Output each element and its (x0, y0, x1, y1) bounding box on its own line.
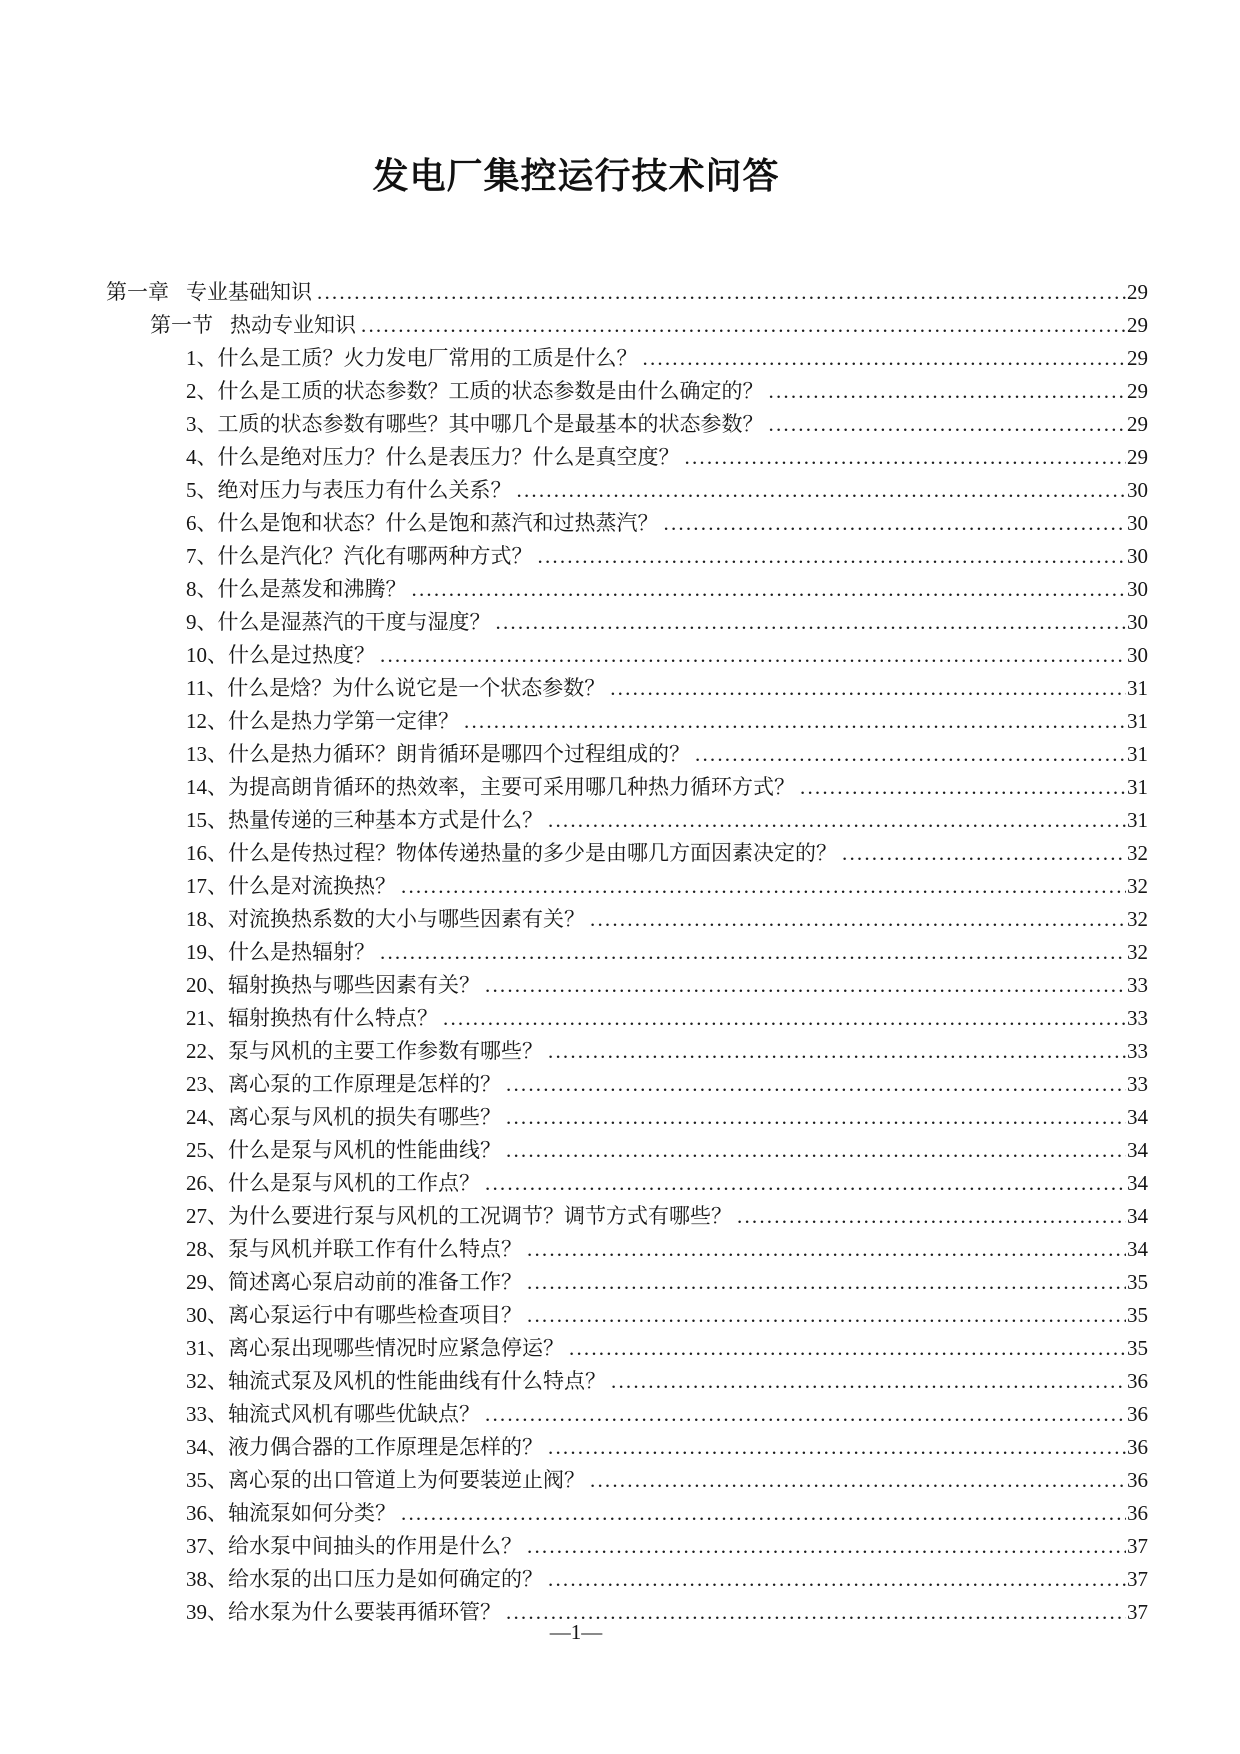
dot-leader (548, 1563, 1126, 1596)
dot-leader (527, 1266, 1126, 1299)
toc-entry-number: 28、 (186, 1237, 228, 1261)
dot-leader (506, 1134, 1126, 1167)
toc-entry-page: 35 (1127, 1303, 1148, 1327)
toc-entry-title: 给水泵的出口压力是如何确定的？ (228, 1567, 543, 1591)
dot-leader (496, 606, 1127, 639)
dot-leader (643, 342, 1127, 375)
dot-leader (664, 507, 1127, 540)
document-title: 发电厂集控运行技术问答 (372, 156, 780, 196)
toc-entry-number: 33、 (186, 1402, 228, 1426)
toc-entry[interactable] (106, 639, 1148, 672)
toc-entry[interactable] (106, 705, 1148, 738)
toc-entry[interactable] (106, 936, 1148, 969)
toc-entry[interactable] (106, 1464, 1148, 1497)
toc-entry[interactable] (106, 1431, 1148, 1464)
toc-entry[interactable] (106, 1167, 1148, 1200)
toc-entry[interactable] (106, 1365, 1148, 1398)
toc-entry-page: 36 (1127, 1501, 1148, 1525)
toc-entry-title: 给水泵中间抽头的作用是什么？ (228, 1534, 522, 1558)
toc-entry-title: 什么是对流换热？ (228, 874, 396, 898)
toc-entry-title: 热量传递的三种基本方式是什么？ (228, 808, 543, 832)
toc-entry-number: 12、 (186, 709, 228, 733)
dot-leader (769, 375, 1127, 408)
toc-entry-number: 6、 (186, 511, 218, 535)
dot-leader (548, 1431, 1126, 1464)
dot-leader (842, 837, 1126, 870)
toc-entry-page: 30 (1127, 643, 1148, 667)
toc-entry-number: 14、 (186, 775, 228, 799)
dot-leader (527, 1299, 1126, 1332)
toc-entry-title: 为什么要进行泵与风机的工况调节？调节方式有哪些？ (228, 1204, 732, 1228)
toc-entry-title: 简述离心泵启动前的准备工作？ (228, 1270, 522, 1294)
toc-entry[interactable] (106, 1299, 1148, 1332)
dot-leader (611, 1365, 1126, 1398)
toc-entry-page: 31 (1127, 709, 1148, 733)
toc-entry[interactable] (106, 1332, 1148, 1365)
toc-entry-page: 30 (1127, 478, 1148, 502)
toc-entry[interactable] (106, 672, 1148, 705)
toc-entry-title: 离心泵的工作原理是怎样的？ (228, 1072, 501, 1096)
toc-entry-title: 什么是饱和状态？什么是饱和蒸汽和过热蒸汽？ (217, 511, 659, 535)
toc-entry-title: 泵与风机并联工作有什么特点？ (228, 1237, 522, 1261)
toc-entry-title: 工质的状态参数有哪些？其中哪几个是最基本的状态参数？ (217, 412, 764, 436)
toc-entry-number: 29、 (186, 1270, 228, 1294)
toc-entry-number: 15、 (186, 808, 228, 832)
toc-entry-title: 轴流泵如何分类？ (228, 1501, 396, 1525)
toc-entry-page: 36 (1127, 1435, 1148, 1459)
toc-entry-title: 辐射换热与哪些因素有关？ (228, 973, 480, 997)
toc-entry-title: 离心泵出现哪些情况时应紧急停运？ (228, 1336, 564, 1360)
toc-entry-page: 33 (1127, 973, 1148, 997)
toc-entry-page: 33 (1127, 1039, 1148, 1063)
toc-entry-number: 1、 (186, 346, 218, 370)
toc-entry-number: 23、 (186, 1072, 228, 1096)
toc-entry[interactable] (106, 1233, 1148, 1266)
toc-entry[interactable] (106, 342, 1148, 375)
toc-entry[interactable] (106, 540, 1148, 573)
toc-entry[interactable] (106, 771, 1148, 804)
dot-leader (538, 540, 1127, 573)
dot-leader (610, 672, 1126, 705)
dot-leader (464, 705, 1126, 738)
toc-entry-page: 31 (1127, 676, 1148, 700)
toc-entry-number: 22、 (186, 1039, 228, 1063)
dot-leader (548, 804, 1126, 837)
dot-leader (443, 1002, 1126, 1035)
toc-entry[interactable] (106, 837, 1148, 870)
toc-entry-title: 热动专业知识 (230, 313, 356, 337)
toc-entry[interactable] (106, 573, 1148, 606)
toc-entry-title: 什么是热力循环？朗肯循环是哪四个过程组成的？ (228, 742, 690, 766)
toc-entry-page: 33 (1127, 1072, 1148, 1096)
toc-entry-number: 17、 (186, 874, 228, 898)
toc-entry-page: 29 (1127, 346, 1148, 370)
dot-leader (548, 1035, 1126, 1068)
dot-leader (412, 573, 1127, 606)
toc-entry-number: 3、 (186, 412, 218, 436)
toc-entry[interactable] (106, 969, 1148, 1002)
toc-entry-page: 34 (1127, 1171, 1148, 1195)
toc-entry-title: 什么是泵与风机的性能曲线？ (228, 1138, 501, 1162)
dot-leader (800, 771, 1126, 804)
toc-entry[interactable] (106, 1530, 1148, 1563)
toc-entry-page: 29 (1127, 445, 1148, 469)
toc-entry-title: 什么是焓？为什么说它是一个状态参数？ (227, 676, 606, 700)
toc-entry[interactable] (106, 1035, 1148, 1068)
toc-entry-number: 25、 (186, 1138, 228, 1162)
toc-entry[interactable] (106, 507, 1148, 540)
dot-leader (590, 1464, 1126, 1497)
toc-entry-page: 37 (1127, 1600, 1148, 1624)
dot-leader (380, 936, 1126, 969)
toc-entry-page: 29 (1127, 313, 1148, 337)
toc-entry[interactable] (106, 1134, 1148, 1167)
dot-leader (401, 1497, 1126, 1530)
toc-entry-number: 11、 (186, 676, 228, 700)
dot-leader (517, 474, 1127, 507)
toc-entry-number: 20、 (186, 973, 228, 997)
toc-entry-number: 16、 (186, 841, 228, 865)
toc-entry-page: 37 (1127, 1567, 1148, 1591)
toc-entry-page: 32 (1127, 841, 1148, 865)
toc-entry[interactable] (106, 375, 1148, 408)
table-of-contents (106, 276, 1148, 1629)
toc-entry-title: 什么是工质的状态参数？工质的状态参数是由什么确定的？ (217, 379, 764, 403)
dot-leader (590, 903, 1126, 936)
toc-entry-page: 30 (1127, 577, 1148, 601)
toc-entry-number: 39、 (186, 1600, 228, 1624)
toc-entry-page: 34 (1127, 1138, 1148, 1162)
toc-entry[interactable] (106, 408, 1148, 441)
toc-entry[interactable] (106, 903, 1148, 936)
toc-entry-page: 32 (1127, 907, 1148, 931)
toc-entry-number: 18、 (186, 907, 228, 931)
toc-entry-number: 32、 (186, 1369, 228, 1393)
toc-entry-page: 33 (1127, 1006, 1148, 1030)
toc-entry-page: 34 (1127, 1237, 1148, 1261)
toc-entry-number: 13、 (186, 742, 228, 766)
dot-leader (527, 1530, 1126, 1563)
dot-leader (380, 639, 1126, 672)
toc-entry-number: 9、 (186, 610, 218, 634)
dot-leader (527, 1233, 1126, 1266)
toc-entry-number: 10、 (186, 643, 228, 667)
toc-entry-page: 30 (1127, 610, 1148, 634)
toc-entry-page: 30 (1127, 511, 1148, 535)
toc-entry-title: 什么是绝对压力？什么是表压力？什么是真空度？ (217, 445, 680, 469)
toc-entry-number: 26、 (186, 1171, 228, 1195)
toc-entry-number: 35、 (186, 1468, 228, 1492)
toc-entry-page: 36 (1127, 1468, 1148, 1492)
toc-entry-title: 什么是过热度？ (228, 643, 375, 667)
toc-entry-title: 什么是汽化？汽化有哪两种方式？ (217, 544, 533, 568)
toc-entry-number: 30、 (186, 1303, 228, 1327)
toc-entry-title: 绝对压力与表压力有什么关系？ (217, 478, 512, 502)
toc-entry-title: 什么是蒸发和沸腾？ (217, 577, 407, 601)
toc-entry-title: 辐射换热有什么特点？ (228, 1006, 438, 1030)
toc-entry-number: 7、 (186, 544, 218, 568)
dot-leader (569, 1332, 1126, 1365)
toc-entry[interactable] (106, 309, 1148, 342)
toc-entry-number: 24、 (186, 1105, 228, 1129)
dot-leader (769, 408, 1127, 441)
dot-leader (401, 870, 1126, 903)
dot-leader (695, 738, 1126, 771)
toc-entry-title: 离心泵运行中有哪些检查项目？ (228, 1303, 522, 1327)
toc-entry-number: 34、 (186, 1435, 228, 1459)
toc-entry[interactable] (106, 1497, 1148, 1530)
dot-leader (737, 1200, 1126, 1233)
dot-leader (506, 1101, 1126, 1134)
toc-entry-page: 31 (1127, 775, 1148, 799)
dot-leader (485, 1167, 1126, 1200)
toc-entry-title: 什么是热辐射？ (228, 940, 375, 964)
toc-entry-page: 29 (1127, 379, 1148, 403)
toc-entry-page: 34 (1127, 1105, 1148, 1129)
toc-entry-number: 4、 (186, 445, 218, 469)
toc-entry[interactable] (106, 1563, 1148, 1596)
toc-entry-page: 34 (1127, 1204, 1148, 1228)
toc-entry[interactable] (106, 276, 1148, 309)
toc-entry-page: 35 (1127, 1270, 1148, 1294)
toc-entry-page: 32 (1127, 940, 1148, 964)
toc-entry[interactable] (106, 474, 1148, 507)
toc-entry-number: 27、 (186, 1204, 228, 1228)
toc-entry-page: 36 (1127, 1369, 1148, 1393)
toc-entry[interactable] (106, 441, 1148, 474)
dot-leader (361, 309, 1126, 342)
toc-entry-number: 2、 (186, 379, 218, 403)
toc-entry-number: 5、 (186, 478, 218, 502)
toc-entry-title: 离心泵的出口管道上为何要装逆止阀？ (228, 1468, 585, 1492)
toc-entry-page: 37 (1127, 1534, 1148, 1558)
toc-entry-page: 32 (1127, 874, 1148, 898)
dot-leader (485, 969, 1126, 1002)
toc-entry-number: 19、 (186, 940, 228, 964)
toc-entry-number: 8、 (186, 577, 218, 601)
toc-entry[interactable] (106, 1002, 1148, 1035)
toc-entry[interactable] (106, 1266, 1148, 1299)
toc-entry-title: 什么是泵与风机的工作点？ (228, 1171, 480, 1195)
toc-entry-title: 轴流式泵及风机的性能曲线有什么特点？ (228, 1369, 606, 1393)
toc-entry-title: 什么是工质？火力发电厂常用的工质是什么？ (217, 346, 638, 370)
toc-entry-title: 为提高朗肯循环的热效率，主要可采用哪几种热力循环方式？ (228, 775, 795, 799)
toc-entry-page: 30 (1127, 544, 1148, 568)
dot-leader (485, 1398, 1126, 1431)
dot-leader (685, 441, 1127, 474)
toc-entry[interactable] (106, 804, 1148, 837)
dot-leader (506, 1068, 1126, 1101)
toc-entry-page: 35 (1127, 1336, 1148, 1360)
toc-entry-number: 37、 (186, 1534, 228, 1558)
toc-entry-title: 轴流式风机有哪些优缺点？ (228, 1402, 480, 1426)
toc-entry-number: 21、 (186, 1006, 228, 1030)
toc-entry-number: 第一章 (106, 280, 169, 304)
toc-entry[interactable] (106, 1068, 1148, 1101)
toc-entry-number: 第一节 (150, 313, 213, 337)
dot-leader (317, 276, 1126, 309)
toc-entry-title: 什么是传热过程？物体传递热量的多少是由哪几方面因素决定的？ (228, 841, 837, 865)
toc-entry-title: 泵与风机的主要工作参数有哪些？ (228, 1039, 543, 1063)
toc-entry[interactable] (106, 1101, 1148, 1134)
toc-entry-title: 离心泵与风机的损失有哪些？ (228, 1105, 501, 1129)
toc-entry-page: 31 (1127, 808, 1148, 832)
toc-entry-page: 29 (1127, 280, 1148, 304)
toc-entry[interactable] (106, 606, 1148, 639)
page-number-footer: —1— (549, 1620, 603, 1644)
toc-entry-number: 38、 (186, 1567, 228, 1591)
toc-entry-title: 专业基础知识 (186, 280, 312, 304)
toc-entry-number: 36、 (186, 1501, 228, 1525)
toc-entry[interactable] (106, 870, 1148, 903)
toc-entry[interactable] (106, 738, 1148, 771)
toc-entry-page: 29 (1127, 412, 1148, 436)
toc-entry-number: 31、 (186, 1336, 228, 1360)
toc-entry-title: 对流换热系数的大小与哪些因素有关？ (228, 907, 585, 931)
toc-entry-title: 液力偶合器的工作原理是怎样的？ (228, 1435, 543, 1459)
toc-entry-title: 给水泵为什么要装再循环管？ (228, 1600, 501, 1624)
toc-entry[interactable] (106, 1200, 1148, 1233)
toc-entry-title: 什么是湿蒸汽的干度与湿度？ (217, 610, 491, 634)
toc-entry-title: 什么是热力学第一定律？ (228, 709, 459, 733)
toc-entry-page: 31 (1127, 742, 1148, 766)
toc-entry-page: 36 (1127, 1402, 1148, 1426)
toc-entry[interactable] (106, 1398, 1148, 1431)
